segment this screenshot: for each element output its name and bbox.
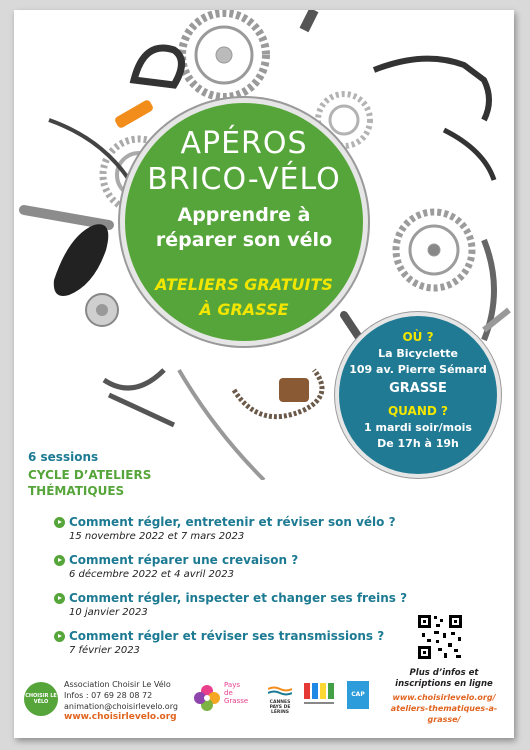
association-contact — [64, 679, 178, 723]
topic-title: Comment régler et réviser ses transmissions ? — [69, 629, 385, 643]
venue-address: 109 av. Pierre Sémard — [349, 363, 487, 376]
handlebar-icon — [374, 59, 489, 120]
more-info-line2: inscriptions en ligne — [395, 679, 493, 689]
association-name: Association Choisir Le Vélo — [64, 680, 171, 689]
cycle-title-line1: CYCLE D’ATELIERS — [28, 468, 152, 482]
headline-line2: BRICO-VÉLO — [147, 162, 341, 197]
cap-logo: CAP — [347, 681, 369, 709]
topic-dates: 6 décembre 2022 et 4 avril 2023 — [69, 569, 234, 580]
when-label: QUAND ? — [387, 404, 448, 418]
headline-subtitle-line1: Apprendre à — [177, 204, 311, 226]
pays-de-grasse-logo — [192, 683, 222, 713]
topic-title: Comment régler, inspecter et changer ses freins ? — [69, 591, 408, 605]
pays-de-grasse-text: Pays de Grasse — [224, 681, 249, 705]
headline-circle — [120, 98, 368, 346]
hours-text: De 17h à 19h — [377, 437, 459, 450]
frequency-text: 1 mardi soir/mois — [364, 421, 472, 434]
where-label: OÙ ? — [402, 330, 434, 344]
arrow-circle-icon — [54, 555, 65, 566]
arrow-circle-icon — [54, 631, 65, 642]
chainring-right-icon — [396, 212, 472, 288]
wrench-icon — [24, 210, 109, 225]
topic-dates: 7 février 2023 — [69, 645, 140, 656]
cycle-title-line2: THÉMATIQUES — [28, 484, 125, 498]
headline-tagline-line2: À GRASSE — [199, 300, 289, 319]
tool-pouch-icon — [279, 378, 309, 402]
association-website[interactable]: www.choisirlevelo.org — [64, 712, 177, 722]
saddle-icon — [54, 224, 108, 296]
bike-bell-icon — [86, 294, 118, 326]
registration-link-line1[interactable]: www.choisirlevelo.org/ — [392, 693, 496, 702]
communaute-agglomeration-logo — [304, 683, 334, 709]
topic-dates: 10 janvier 2023 — [69, 607, 148, 618]
poster — [14, 10, 514, 738]
brake-lever-icon — [304, 10, 314, 30]
flower-icon — [192, 683, 222, 713]
arrow-circle-icon — [54, 517, 65, 528]
bike-lock-icon — [134, 48, 182, 85]
topic-title: Comment régler, entretenir et réviser son vélo ? — [69, 515, 396, 529]
chainring-icon — [182, 13, 266, 97]
choisir-le-velo-logo: CHOISIR LE VÉLO — [24, 682, 58, 716]
brake-caliper-icon — [104, 370, 174, 425]
cycle-title — [28, 467, 151, 499]
more-info-line1: Plus d’infos et — [409, 668, 479, 678]
venue-name: La Bicyclette — [378, 347, 458, 360]
venue-city: GRASSE — [389, 381, 447, 396]
registration-link-line2[interactable]: ateliers-thematiques-a-grasse/ — [390, 704, 498, 724]
info-circle — [335, 312, 501, 478]
more-info-block — [380, 668, 508, 725]
association-email[interactable]: animation@choisirlevelo.org — [64, 702, 178, 711]
topic-dates: 15 novembre 2022 et 7 mars 2023 — [69, 531, 245, 542]
association-phone: Infos : 07 69 28 08 72 — [64, 691, 153, 700]
topic-title: Comment réparer une crevaison ? — [69, 553, 299, 567]
cannes-pays-de-lerins-logo: CANNES PAYS DE LÉRINS — [268, 681, 292, 713]
qr-code[interactable] — [416, 613, 464, 661]
headline-subtitle-line2: réparer son vélo — [155, 229, 333, 251]
headline-tagline-line1: ATELIERS GRATUITS — [155, 275, 333, 294]
waves-icon — [268, 686, 292, 696]
session-count: 6 sessions — [28, 450, 99, 464]
arrow-circle-icon — [54, 593, 65, 604]
headline-line1: APÉROS — [180, 126, 308, 161]
